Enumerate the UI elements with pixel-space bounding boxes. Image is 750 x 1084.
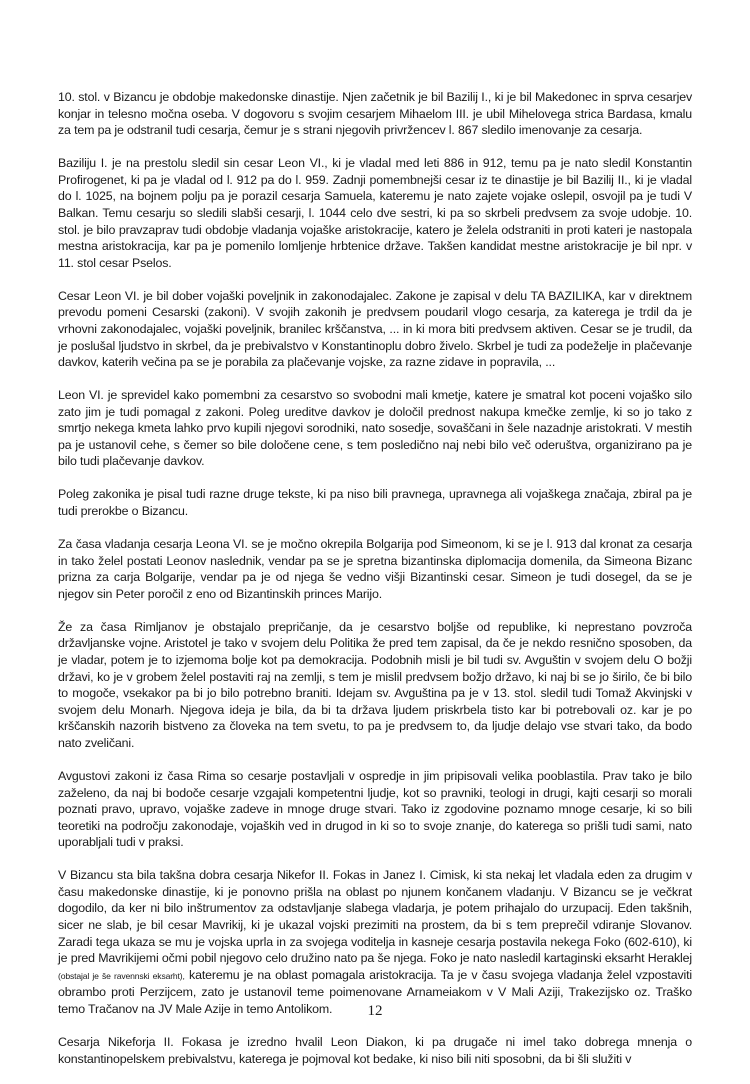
document-body: [58, 89, 692, 1084]
paragraph-leon-vi-peasants: Leon VI. je sprevidel kako pomembni za cesarstvo so svobodni mali kmetje, katere je smatral kot poceni vojaško silo zato jim je tudi pomagal z zakoni. Poleg ureditve davkov je določil prednost nakupa kmečke zemlje, ki so jo tako z smrtjo nekega kmeta lahko prvo kupili njegovi sorodniki, nato sosedje, sovaščani in šele nazadnje aristokrati. V mestih pa je ustanovil cehe, s čemer so bile določene cene, s tem posledično naj nebi bilo več oderuštva, organizirano pa je bilo tudi plačevanje davkov.: [58, 388, 692, 469]
paragraph-bulgaria: Za časa vladanja cesarja Leona VI. se je močno okrepila Bolgarija pod Simeonom, ki se je l. 913 dal kronat za cesarja in tako želel postati Leonov naslednik, vendar pa se je spretna bizantinska diplomacija domenila, da Simeona Bizanc prizna za carja Bolgarije, vendar pa je od njega še vedno višji Bizantinski cesar. Simeon je tudi dosegel, da se je njegov sin Peter poročil z eno od Bizantinskih princes Marijo.: [58, 537, 692, 601]
paragraph-nikefor-cimisk: [58, 867, 692, 1017]
paragraph-successors: Baziliju I. je na prestolu sledil sin cesar Leon VI., ki je vladal med leti 886 in 912, temu pa je nato sledil Konstantin Profirogenet, ki pa je vladal od l. 912 pa do l. 959. Zadnji pomembnejši cesar iz te dinastije je bil Bazilij II., ki je vladal do l. 1025, na bojnem polju pa je porazil cesarja Samuela, kateremu je nato zajete vojake oslepil, osvojil pa je tudi V Balkan. Temu cesarju so sledili slabši cesarji, l. 1044 celo dve sestri, ki pa so skrbeli predvsem za svoje udobje. 10. stol. je bilo pravzaprav tudi obdobje vladanja vojaške aristokracije, katero je želela odstraniti in proti kateri je nastopala mestna aristokracija, kar pa je pomenilo lomljenje hrbtenice države. Takšen kandidat mestne aristokracije je bil npr. v 11. stol cesar Pselos.: [58, 156, 692, 270]
page-number: 12: [367, 1003, 383, 1019]
inline-note: (obstajal je še ravennski eksarht),: [58, 970, 185, 981]
paragraph-augustus-laws: Avgustovi zakoni iz časa Rima so cesarje postavljali v ospredje in jim pripisovali velika pooblastila. Prav tako je bilo zaželeno, da naj bi bodoče cesarje vzgajali kompetentni ljudje, kot so pravniki, teologi in drugi, kajti cesarji so morali poznati pravo, upravo, vojaške zadeve in mnoge druge stvari. Tako iz zgodovine poznamo mnoge cesarje, ki so bili teoretiki na področju zakonodaje, vojaških ved in drugod in ki so to svoje znanje, do katerega so prišli tudi sami, nato uporabljali tudi v praksi.: [58, 768, 692, 850]
paragraph-leon-diakon: Cesarja Nikeforja II. Fokasa je izredno hvalil Leon Diakon, ki pa drugače ni imel tako dobrega mnenja o konstantinopelskem prebivalstvu, katerega je pojmoval kot bedake, ki niso bili niti sposobni, da bi šli služiti v: [58, 1035, 692, 1066]
paragraph-other-texts: Poleg zakonika je pisal tudi razne druge tekste, ki pa niso bili pravnega, upravnega ali vojaškega značaja, zbiral pa je tudi prerokbe o Bizancu.: [58, 487, 692, 519]
paragraph-leon-vi-lawmaker: Cesar Leon VI. je bil dober vojaški poveljnik in zakonodajalec. Zakone je zapisal v delu TA BAZILIKA, kar v direktnem prevodu pomeni Cesarski (zakoni). V svojih zakonih je predvsem poudaril vlogo cesarja, za katerega je trdil da je vrhovni zakonodajalec, vojaški poveljnik, branilec krščanstva, ... in ki mora biti predvsem aktiven. Cesar se je trudil, da je poslušal ljudstvo in skrbel, da je prebivalstvo v Konstantinoplu dobro živelo. Skrbel je tudi za podeželje in plačevanje davkov, katerih večina pa se je porabila za plačevanje vojske, za razne zidave in popravila, ...: [58, 288, 692, 370]
paragraph-roman-empire-belief: Že za časa Rimljanov je obstajalo prepričanje, da je cesarstvo boljše od republike, ki neprestano povzroča državljanske vojne. Aristotel je tako v svojem delu Politika že pred tem zapisal, da če je nekdo resnično sposoben, da je vladar, potem je to izjemoma bolje kot pa demokracija. Podobnih misli je bil tudi sv. Avguštin v svojem delu O božji državi, ko je v grobem želel postaviti raj na zemlji, s tem je mislil predvsem božjo državo, ki naj bi se jo širilo, če bi bilo to mogoče, vsekakor pa bi jo bilo potrebno braniti. Idejam sv. Avguština pa je v 13. stol. sledil tudi Tomaž Akvinjski v svojem delu Monarh. Njegova ideja je bila, da bi ta država ljudem priskrbela tisto kar bi potrebovali oz. kar je po krščanskih nazorih bistveno za človeka na tem svetu, to pa je predvsem to, da ljudje delajo vse stvari tako, da bodo nato zveličani.: [58, 619, 692, 750]
paragraph-text: kateremu je na oblast pomagala aristokracija. Ta je v času svojega vladanja želel vzpostaviti obrambo proti Perzijcem, zato je ustanovil teme poimenovane Arnameiakom v V Mali Aziji, Trakezijsko oz. Traško temo Tračanov na JV Male Azije in temo Antolikom.: [58, 967, 692, 1017]
paragraph-text: V Bizancu sta bila takšna dobra cesarja Nikefor II. Fokas in Janez I. Cimisk, ki sta nekaj let vladala eden za drugim v času makedonske dinastije, ki je ponovno prišla na oblast po njunem končanem vladanju. V Bizancu se je večkrat dogodilo, da ker ni bilo inštrumentov za odstavljanje slabega vladarja, je potem prihajalo do urzupacij. Eden takšnih, sicer ne slab, je bil cesar Mavrikij, ki je ukazal vojski prezimiti na prostem, da bi s tem preprečil vdiranje Slovanov. Zaradi tega ukaza se mu je vojska uprla in za svojega voditelja in kasneje cesarja postavila nekega Foko (602-610), ki je pred Mavrikijemi očmi pobil njegovo celo družino nato pa še njega. Foko je nato nasledil kartaginski eksarht Heraklej: [58, 868, 692, 966]
paragraph-macedonian-dynasty: 10. stol. v Bizancu je obdobje makedonske dinastije. Njen začetnik je bil Bazilij I., ki je bil Makedonec in sprva cesarjev konjar in telesno močna oseba. V dogovoru s svojim cesarjem Mihaelom III. je ubil Mihelovega strica Bardasa, kmalu za tem pa je odstranil tudi cesarja, čemur je s strani njegovih privržencev l. 867 sledilo imenovanje za cesarja.: [58, 90, 692, 138]
